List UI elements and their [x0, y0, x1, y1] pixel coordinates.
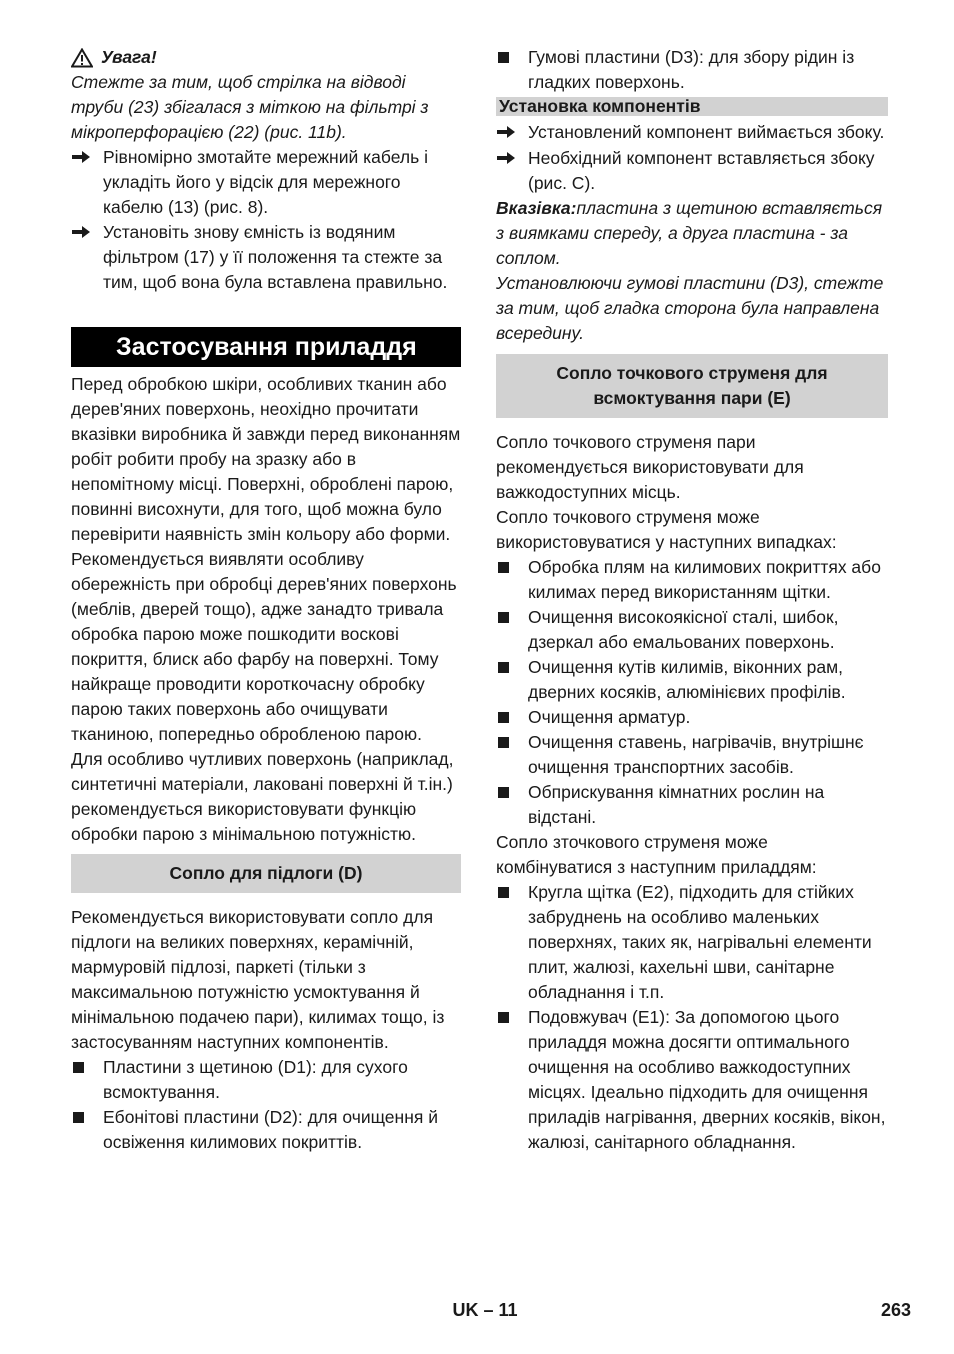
step-text: Рівномірно змотайте мережний кабель і укладіть його у відсік для мережного кабелю (13) (рис. 8). — [103, 147, 428, 217]
list-item — [496, 555, 888, 605]
arrow-right-icon — [71, 225, 91, 239]
intro-paragraph: Перед обробкою шкіри, особливих тканин або дерев'яних поверхонь, неохідно прочитати вказівки виробника й завжди перед виконанням робіт робити пробу на зразку або в непомітному місці. Поверхні, оброблені парою, повинні висохнути, для того, щоб можна було перевірити наявність змін кольору або форми. — [71, 374, 461, 544]
step-item — [71, 220, 461, 295]
warning-text: Стежте за тим, щоб стрілка на відводі труби (23) збігалася з міткою на фільтрі з мікроперфорацією (22) (рис. 11b). — [71, 72, 429, 142]
warning-title: Увага! — [101, 47, 157, 67]
step-text: Установіть знову ємність із водяним фільтром (17) у її положення та стежте за тим, щоб вона була вставлена правильно. — [103, 222, 448, 292]
point-paragraph: Сопло точкового струменя пари рекомендується використовувати для важкодоступних місць. — [496, 432, 804, 502]
step-text: Установлений компонент виймається збоку. — [528, 122, 885, 142]
floor-nozzle-text: Рекомендується використовувати сопло для підлоги на великих поверхнях, керамічній, мармуровій підлозі, паркеті (тільки з максимальною потужністю усмоктування й мінімальною подачею пари), килимах тощо, із застосуванням наступних компонентів. — [71, 907, 445, 1052]
list-item — [496, 730, 888, 780]
list-item-text: Очищення арматур. — [528, 707, 691, 727]
list-item-text: Обприскування кімнатних рослин на відстані. — [528, 782, 825, 827]
square-bullet-icon — [498, 737, 509, 748]
right-column — [496, 45, 888, 1155]
combo-paragraph: Сопло зточкового струменя може комбінуватися з наступним приладдям: — [496, 832, 817, 877]
intro-paragraph: Для особливо чутливих поверхонь (наприклад, синтетичні матеріали, лаковані поверхні й т.ін.) рекомендується використовувати функцію обробки парою з мінімальною потужністю. — [71, 749, 454, 844]
list-item — [496, 880, 888, 1005]
note-text-2: Установлюючи гумові пластини (D3), стежте за тим, щоб гладка сторона була направлена всередину. — [496, 273, 884, 343]
warning-heading — [71, 45, 461, 70]
step-text: Необхідний компонент вставляється збоку (рис. C). — [528, 148, 875, 193]
square-bullet-icon — [73, 1112, 84, 1123]
left-column — [71, 45, 461, 1155]
square-bullet-icon — [498, 612, 509, 623]
step-item — [496, 120, 888, 146]
list-item-text: Ебонітові пластини (D2): для очищення й освіження килимових покриттів. — [103, 1107, 438, 1152]
square-bullet-icon — [498, 887, 509, 898]
note-label: Вказівка: — [496, 198, 577, 218]
square-bullet-icon — [498, 52, 509, 63]
arrow-right-icon — [496, 151, 516, 165]
page-number: 263 — [880, 1300, 911, 1320]
section-title: Застосування приладдя — [71, 327, 461, 367]
note-text: пластина з щетиною вставляється з виямками спереду, а друга пластина - за соплом. — [496, 198, 883, 268]
list-item — [71, 1055, 461, 1105]
square-bullet-icon — [498, 1012, 509, 1023]
list-item-text: Кругла щітка (E2), підходить для стійких забруднень на особливо маленьких поверхнях, таких як, нагрівальні елементи плит, жалюзі, кахельні шви, санітарне обладнання і т.п. — [528, 882, 872, 1002]
square-bullet-icon — [498, 712, 509, 723]
list-item-text: Очищення ставень, нагрівачів, внутрішнє очищення транспортних засобів. — [528, 732, 864, 777]
arrow-right-icon — [496, 125, 516, 139]
list-item — [496, 45, 888, 95]
list-item-text: Пластини з щетиною (D1): для сухого всмоктування. — [103, 1057, 408, 1102]
intro-paragraph: Рекомендується виявляти особливу обережність при обробці дерев'яних поверхонь (меблів, дверей тощо), адже занадто тривала обробка парою може пошкодити воскові покриття, блиск або фарбу на поверхні. Тому найкраще проводити короткочасну обробку парою таких поверхонь або очищувати тканиною, попередньо обробленою парою. — [71, 549, 457, 744]
list-item — [71, 1105, 461, 1155]
list-item-text: Обробка плям на килимових покриттях або килимах перед використанням щітки. — [528, 557, 881, 602]
list-item — [496, 1005, 888, 1155]
square-bullet-icon — [498, 662, 509, 673]
install-heading: Установка компонентів — [496, 97, 888, 116]
note — [496, 196, 888, 271]
point-paragraph: Сопло точкового струменя може використовуватися у наступних випадках: — [496, 507, 837, 552]
footer-section-label: UK – 11 — [452, 1300, 518, 1320]
square-bullet-icon — [498, 562, 509, 573]
list-item — [496, 780, 888, 830]
floor-nozzle-heading: Сопло для підлоги (D) — [71, 854, 461, 893]
step-item — [496, 146, 888, 196]
list-item-text: Гумові пластини (D3): для збору рідин із гладких поверхонь. — [528, 47, 855, 92]
arrow-right-icon — [71, 150, 91, 164]
list-item — [496, 655, 888, 705]
warning-triangle-icon — [71, 48, 93, 68]
list-item-text: Очищення високоякісної сталі, шибок, дзеркал або емальованих поверхонь. — [528, 607, 839, 652]
list-item-text: Подовжувач (E1): За допомогою цього приладдя можна досягти оптимального очищення на особливо важкодоступних місцях. Ідеально підходить для очищення приладів нагрівання, дверних косяків, вікон, жалюзі, санітарного обладнання. — [528, 1007, 886, 1152]
point-nozzle-heading: Сопло точкового струменя для всмоктування пари (E) — [496, 354, 888, 418]
list-item — [496, 605, 888, 655]
square-bullet-icon — [498, 787, 509, 798]
list-item — [496, 705, 888, 730]
step-item — [71, 145, 461, 220]
list-item-text: Очищення кутів килимів, віконних рам, дверних косяків, алюмінієвих профілів. — [528, 657, 846, 702]
square-bullet-icon — [73, 1062, 84, 1073]
